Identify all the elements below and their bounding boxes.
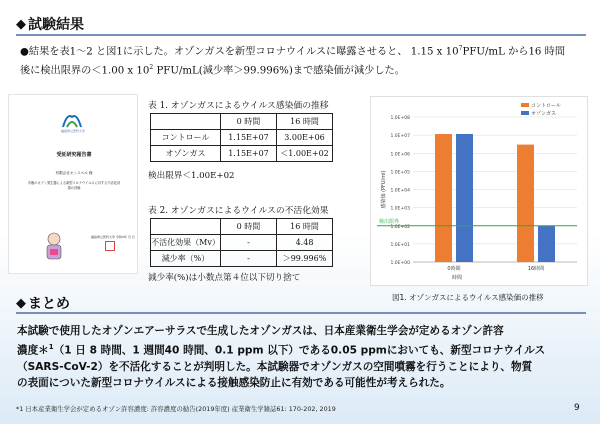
- y-tick-label: 1.0E+04: [390, 188, 410, 194]
- virus-titer-table: [150, 113, 333, 162]
- summary-text: （1 日 8 時間、1 週間40 時間、0.1 ppm 以下）である0.05 ppmにおいても、新型コロナウイルス: [53, 344, 546, 357]
- y-tick-label: 1.0E+05: [390, 170, 410, 176]
- table1-note: 検出限界＜1.00E+02: [148, 171, 235, 181]
- y-tick-label: 1.0E+03: [390, 206, 410, 212]
- table-header-cell: 16 時間: [277, 114, 333, 130]
- table-header-cell: 0 時間: [221, 219, 277, 235]
- legend-label: オゾンガス: [531, 111, 557, 117]
- results-text-2a: 後に検出限界の＜1.00 x 10: [20, 65, 150, 77]
- legend-label: コントロール: [531, 103, 561, 109]
- table-row: [151, 251, 333, 267]
- table2-note: 減少率(%)は小数点第４位以下切り捨て: [148, 273, 301, 283]
- summary-heading: [16, 293, 70, 313]
- bar-control: [435, 134, 452, 262]
- summary-text: 濃度＊: [17, 344, 49, 357]
- summary-paragraph: [17, 323, 589, 391]
- university-logo-icon: [61, 111, 83, 129]
- table1-caption: 表 1. オゾンガスによるウイルス感染価の推移: [148, 101, 329, 111]
- chart-caption: 図1. オゾンガスによるウイルス感染価の推移: [392, 293, 544, 302]
- summary-line: （SARS-CoV-2）を不活化することが判明した。本試験器でオゾンガスの空間噴霧を行うことにより、物質: [17, 360, 533, 373]
- heading-divider: [16, 312, 586, 314]
- summary-heading-text: まとめ: [28, 296, 70, 312]
- summary-line: [17, 339, 589, 359]
- bar-ozone: [538, 226, 555, 262]
- results-text-1a: 結果を表1～2 と図1に示した。オゾンガスを新型コロナウイルスに曝露させると、 1.15 x 10: [28, 46, 459, 58]
- table-header-row: [151, 219, 333, 235]
- bar-control: [517, 145, 534, 262]
- table-row: [151, 146, 333, 162]
- diamond-icon: ◆: [16, 16, 26, 32]
- x-tick-label: 0時間: [447, 266, 461, 272]
- heading-divider: [16, 34, 586, 36]
- table-cell: -: [221, 235, 277, 251]
- bullet-icon: ●: [20, 46, 29, 58]
- table-header-row: [151, 114, 333, 130]
- document-title: 受託研究報告書: [56, 152, 92, 158]
- table-cell: オゾンガス: [151, 146, 221, 162]
- report-document-image: [8, 94, 138, 274]
- table-cell: 減少率（%）: [151, 251, 221, 267]
- summary-line: の表面についた新型コロナウイルスによる接触感染防止に有効である可能性が考えられた。: [17, 376, 451, 389]
- results-sup-2: 2: [149, 64, 154, 72]
- table-cell: ＞99.996%: [277, 251, 333, 267]
- virus-titer-chart: [370, 96, 588, 286]
- table2-caption: 表 2. オゾンガスによるウイルスの不活化効果: [148, 206, 329, 216]
- results-line-1: [20, 41, 585, 60]
- legend-swatch: [521, 103, 529, 107]
- results-paragraph: [20, 41, 585, 80]
- y-tick-label: 1.0E+06: [390, 152, 410, 158]
- results-text-2b: PFU/mL(減少率＞99.996%)まで感染価が減少した。: [153, 65, 405, 77]
- table-header-cell: 0 時間: [221, 114, 277, 130]
- table-cell: 1.15E+07: [221, 130, 277, 146]
- footnote: *1 日本産業衛生学会が定めるオゾン許容濃度: 許容濃度の勧告(2019年度) 産業衛生学雑誌61: 170-202, 2019: [16, 405, 336, 413]
- y-tick-label: 1.0E+02: [390, 224, 410, 230]
- table-header-cell: [151, 219, 221, 235]
- table-cell: ＜1.00E+02: [277, 146, 333, 162]
- chart-svg: [371, 97, 589, 287]
- footnote-marker: 1: [48, 343, 54, 351]
- table-cell: -: [221, 251, 277, 267]
- table-cell: コントロール: [151, 130, 221, 146]
- x-tick-label: 16時間: [527, 266, 545, 272]
- results-heading: [16, 14, 84, 34]
- y-axis-label: 感染価 (PFU/ml): [381, 170, 387, 209]
- table-cell: 不活化効果（Mv）: [151, 235, 221, 251]
- summary-line: 本試験で使用したオゾンエアーサラスで生成したオゾンガスは、日本産業衛生学会が定めるオゾン許容: [17, 325, 504, 337]
- inactivation-effect-table: [150, 218, 333, 267]
- logo-text: 福島県立医科大学: [60, 129, 85, 133]
- table-row: [151, 130, 333, 146]
- y-tick-label: 1.0E+00: [390, 261, 410, 266]
- stamp-seal-icon: [105, 241, 115, 251]
- y-tick-label: 1.0E+07: [390, 134, 410, 140]
- x-axis-label: 時間: [451, 275, 463, 281]
- bar-ozone: [456, 134, 473, 262]
- legend-swatch: [521, 111, 529, 115]
- results-line-2: [20, 60, 585, 79]
- results-text-1b: PFU/mL から16 時間: [462, 46, 566, 58]
- mascot-illustration-icon: [43, 231, 65, 261]
- detection-limit-label: 検出限界: [379, 218, 400, 225]
- results-sup-1: 7: [458, 45, 463, 52]
- document-company: 有限会社オンスペル 様: [55, 171, 93, 175]
- y-tick-label: 1.0E+01: [390, 242, 410, 248]
- table-cell: 4.48: [277, 235, 333, 251]
- page-number: 9: [574, 403, 580, 413]
- table-cell: 3.00E+06: [277, 130, 333, 146]
- document-date: 福島県立医科大学 令和2年 月 日: [91, 235, 135, 239]
- diamond-icon: ◆: [16, 295, 26, 311]
- table-cell: 1.15E+07: [221, 146, 277, 162]
- table-row: [151, 235, 333, 251]
- document-subject: 市販のオゾン発生器による新型コロナウイルスに対する不活化効果の評価: [27, 181, 121, 190]
- y-tick-label: 1.0E+08: [390, 116, 410, 121]
- table-header-cell: 16 時間: [277, 219, 333, 235]
- results-heading-text: 試験結果: [28, 17, 84, 33]
- table-header-cell: [151, 114, 221, 130]
